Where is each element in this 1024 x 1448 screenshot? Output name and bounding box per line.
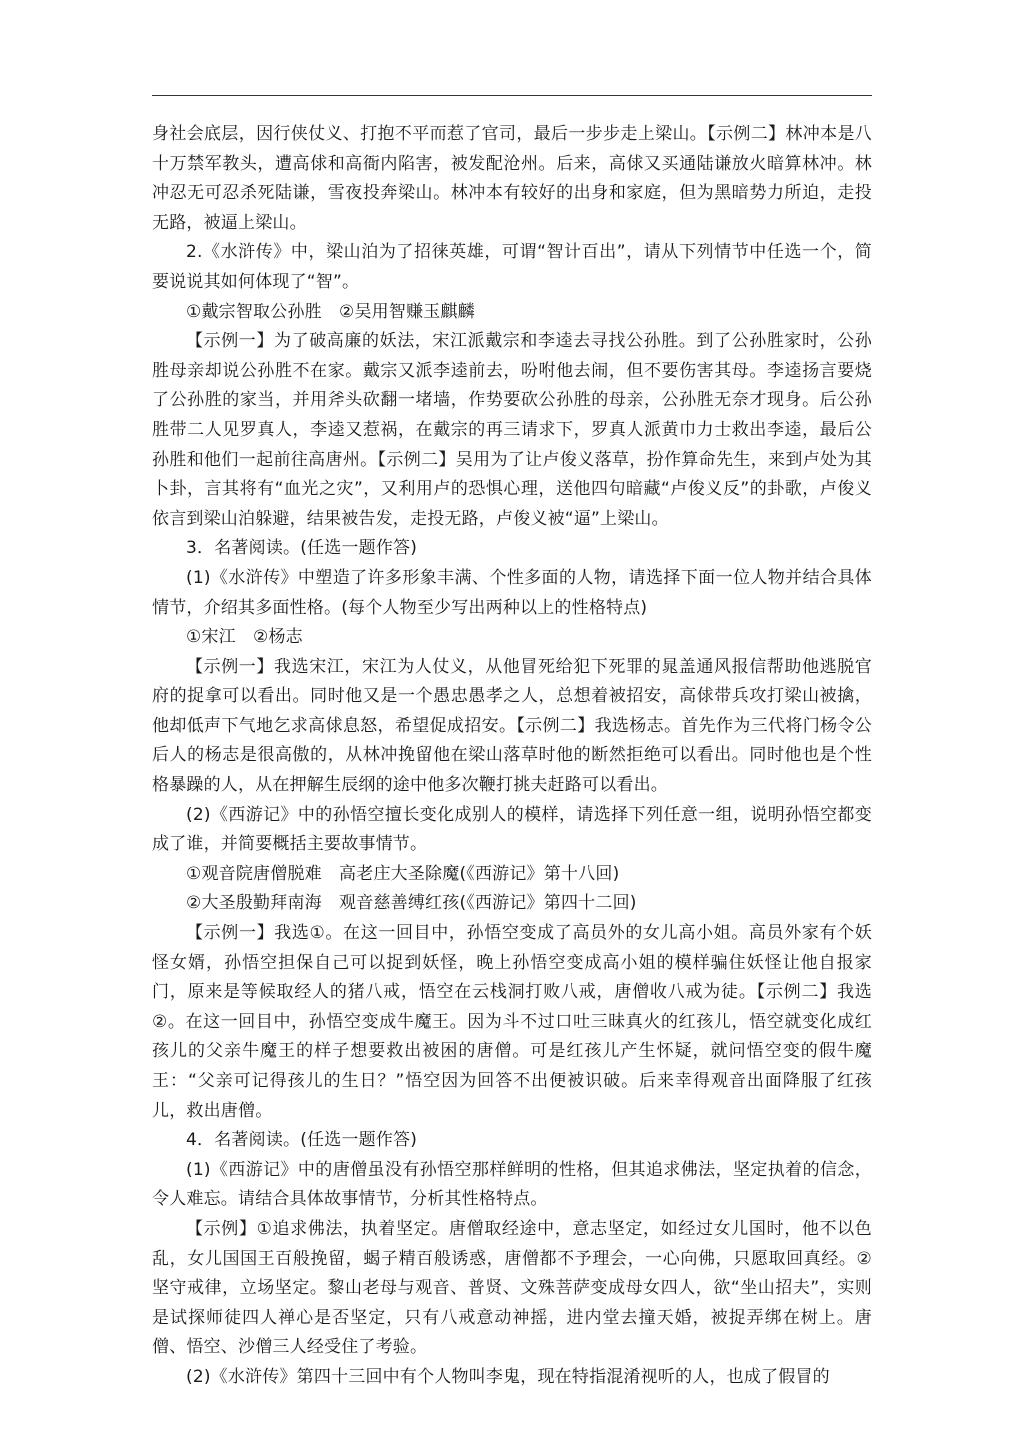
question-4-2: (2)《水浒传》第四十三回中有个人物叫李鬼，现在特指混淆视听的人，也成了假冒的 — [186, 1366, 830, 1387]
question-2-answer: 【示例一】为了破高廉的妖法，宋江派戴宗和李逵去寻找公孙胜。到了公孙胜家时，公孙胜母亲却说公孙胜不在家。戴宗又派李逵前去，吩咐他去闹，但不要伤害其母。李逵扬言要烧了公孙胜的家当，并用斧头砍翻一堵墙，作势要砍公孙胜的母亲，公孙胜无奈才现身。后公孙胜带二人见罗真人，李逵又惹祸，在戴宗的再三请求下，罗真人派黄巾力士救出李逵，最后公孙胜和他们一起前往高唐州。【示例二】吴用为了让卢俊义落草，扮作算命先生，来到卢处为其卜卦，言其将有“血光之灾”，又利用卢的恐惧心理，送他四句暗藏“卢俊义反”的卦歌，卢俊义依言到梁山泊躲避，结果被告发，走投无路，卢俊义被“逼”上梁山。 — [152, 331, 872, 529]
page-content — [152, 120, 872, 1393]
question-3-1-options: ①宋江 ②杨志 — [186, 627, 303, 648]
question-4-1-answer: 【示例】①追求佛法，执着坚定。唐僧取经途中，意志坚定，如经过女儿国时，他不以色乱，女儿国国王百般挽留，蝎子精百般诱惑，唐僧都不予理会，一心向佛，只愿取回真经。②坚守戒律，立场坚定。黎山老母与观音、普贤、文殊菩萨变成母女四人，欲“坐山招夫”，实则是试探师徒四人禅心是否坚定，只有八戒意动神摇，进内堂去撞天婚，被捉弄绑在树上。唐僧、悟空、沙僧三人经受住了考验。 — [152, 1218, 872, 1358]
paragraph-continuation: 身社会底层，因行侠仗义、打抱不平而惹了官司，最后一步步走上梁山。【示例二】林冲本是八十万禁军教头，遭高俅和高衙内陷害，被发配沧州。后来，高俅又买通陆谦放火暗算林冲。林冲忍无可忍杀死陆谦，雪夜投奔梁山。林冲本有较好的出身和家庭，但为黑暗势力所迫，走投无路，被逼上梁山。 — [152, 124, 872, 233]
question-3-2-answer: 【示例一】我选①。在这一回目中，孙悟空变成了高员外的女儿高小姐。高员外家有个妖怪女婿，孙悟空担保自己可以捉到妖怪，晚上孙悟空变成高小姐的模样骗住妖怪让他自报家门，原来是等候取经人的猪八戒，悟空在云栈洞打败八戒，唐僧收八戒为徒。【示例二】我选②。在这一回目中，孙悟空变成牛魔王。因为斗不过口吐三昧真火的红孩儿，悟空就变化成红孩儿的父亲牛魔王的样子想要救出被困的唐僧。可是红孩儿产生怀疑，就问悟空变的假牛魔王：“父亲可记得孩儿的生日？”悟空因为回答不出便被识破。后来幸得观音出面降服了红孩儿，救出唐僧。 — [152, 923, 872, 1121]
question-3-2: (2)《西游记》中的孙悟空擅长变化成别人的模样，请选择下列任意一组，说明孙悟空都变成了谁，并简要概括主要故事情节。 — [152, 804, 872, 855]
question-3: 3．名著阅读。(任选一题作答) — [186, 538, 418, 559]
question-4-1: (1)《西游记》中的唐僧虽没有孙悟空那样鲜明的性格，但其追求佛法，坚定执着的信念，令人难忘。请结合具体故事情节，分析其性格特点。 — [152, 1159, 872, 1210]
header-rule — [152, 95, 872, 96]
question-4: 4．名著阅读。(任选一题作答) — [186, 1130, 418, 1151]
question-2-options: ①戴宗智取公孙胜 ②吴用智赚玉麒麟 — [186, 301, 475, 322]
question-2: 2.《水浒传》中，梁山泊为了招徕英雄，可谓“智计百出”，请从下列情节中任选一个，简要说说其如何体现了“智”。 — [152, 242, 872, 292]
question-3-2-option-2: ②大圣殷勤拜南海 观音慈善缚红孩(《西游记》第四十二回) — [186, 893, 637, 914]
question-3-2-option-1: ①观音院唐僧脱难 高老庄大圣除魔(《西游记》第十八回) — [186, 863, 620, 884]
question-3-1-answer: 【示例一】我选宋江，宋江为人仗义，从他冒死给犯下死罪的晁盖通风报信帮助他逃脱官府的捉拿可以看出。同时他又是一个愚忠愚孝之人，总想着被招安，高俅带兵攻打梁山被擒，他却低声下气地乞求高俅息怒，希望促成招安。【示例二】我选杨志。首先作为三代将门杨令公后人的杨志是很高傲的，从林冲挽留他在梁山落草时他的断然拒绝可以看出。同时他也是个性格暴躁的人，从在押解生辰纲的途中他多次鞭打挑夫赶路可以看出。 — [152, 656, 872, 796]
question-3-1: (1)《水浒传》中塑造了许多形象丰满、个性多面的人物，请选择下面一位人物并结合具体情节，介绍其多面性格。(每个人物至少写出两种以上的性格特点) — [152, 567, 872, 618]
